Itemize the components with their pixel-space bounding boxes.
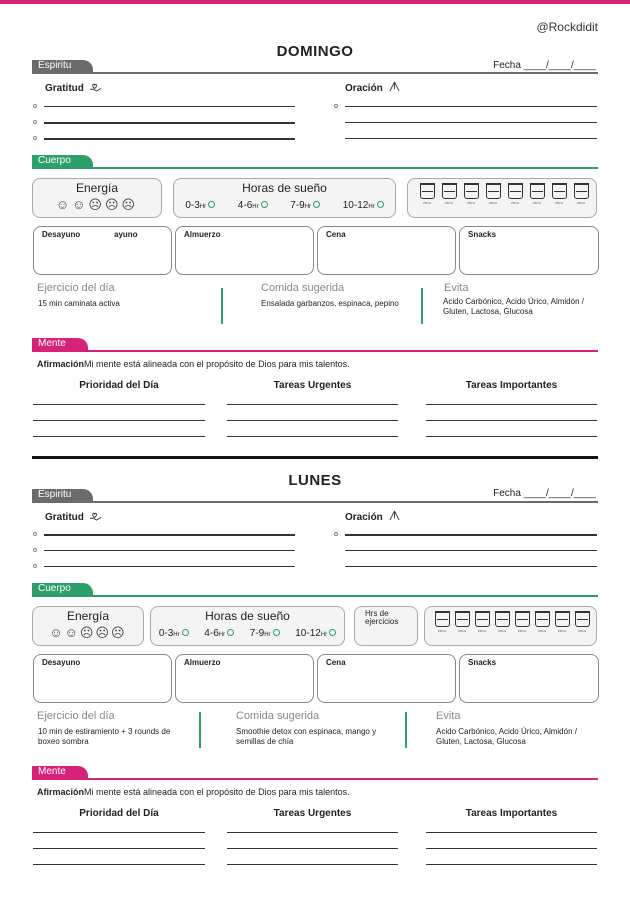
water-glass-icon[interactable]	[474, 611, 490, 633]
water-glass-icon[interactable]	[494, 611, 510, 633]
meal-label: Cena	[326, 230, 346, 239]
water-glass-icon[interactable]	[534, 611, 550, 633]
urgentes-heading: Tareas Urgentes	[273, 808, 352, 819]
glass-ml: 250ml	[437, 629, 447, 633]
horas-sueno-box	[150, 606, 345, 646]
energia-box	[32, 178, 162, 218]
evita-text: Acido Carbónico, Acido Úrico, Almidón / Gluten, Lactosa, Glucosa	[443, 297, 584, 316]
water-glass-icon[interactable]	[463, 183, 479, 205]
water-glass-icon[interactable]	[551, 183, 567, 205]
oracion-line-3[interactable]	[345, 138, 597, 139]
sleep-option-7-9[interactable]	[250, 628, 280, 639]
gratitud-bullet-3	[33, 564, 37, 568]
sleep-unit: Hr	[320, 632, 328, 638]
gratitud-bullet-2	[33, 548, 37, 552]
glass-ml: 250ml	[537, 629, 547, 633]
horas-sueno-title: Horas de sueño	[242, 181, 327, 195]
section-tab-cuerpo: Cuerpo	[32, 583, 93, 595]
prioridad-line[interactable]	[33, 832, 205, 833]
oracion-bullet-1	[334, 532, 338, 536]
evita-heading: Evita	[436, 710, 461, 722]
importantes-line[interactable]	[426, 848, 597, 849]
prioridad-heading: Prioridad del Día	[79, 380, 159, 391]
sleep-option-label: 7-9	[290, 200, 305, 211]
radio-circle-icon	[182, 629, 189, 636]
meal-desayuno[interactable]	[33, 226, 172, 275]
energia-box	[32, 606, 144, 646]
horas-sueno-title: Horas de sueño	[205, 609, 290, 623]
oracion-label	[345, 510, 401, 523]
gratitud-text: Gratitud	[45, 83, 84, 94]
section-line-cuerpo	[32, 167, 598, 169]
importantes-line[interactable]	[426, 864, 597, 865]
date-field[interactable]: Fecha ____/____/____	[493, 60, 596, 71]
meal-label: Cena	[326, 658, 346, 667]
sleep-unit: Hr	[368, 204, 375, 210]
day-title-lunes: LUNES	[288, 472, 342, 489]
comida-heading: Comida sugerida	[236, 710, 320, 722]
section-tab-espiritu: Espiritu	[32, 489, 93, 501]
water-glass-icon[interactable]	[529, 183, 545, 205]
heart-hand-icon	[89, 510, 102, 521]
sleep-unit: Hr	[252, 204, 259, 210]
sleep-option-label: 4-6	[204, 628, 219, 639]
gratitud-line-1[interactable]	[44, 106, 295, 107]
sleep-unit: Hr	[199, 204, 207, 210]
day-title-domingo: DOMINGO	[276, 43, 354, 60]
radio-circle-icon	[329, 629, 336, 636]
meal-label: Desayuno	[42, 230, 81, 239]
hrs-ejercicios-label: Hrs de ejercicios	[365, 609, 399, 626]
afirmacion-label: Afirmación	[37, 359, 85, 369]
section-line-espiritu	[32, 501, 598, 503]
water-glasses	[434, 611, 590, 633]
prioridad-line[interactable]	[33, 848, 205, 849]
glass-ml: 250ml	[422, 201, 432, 205]
water-glass-icon[interactable]	[574, 611, 590, 633]
glass-ml: 250ml	[488, 201, 498, 205]
radio-circle-icon	[227, 629, 234, 636]
section-tab-mente: Mente	[32, 766, 88, 778]
urgentes-line[interactable]	[227, 848, 398, 849]
oracion-text: Oración	[345, 83, 383, 94]
water-tracker-box	[424, 606, 597, 646]
gratitud-bullet-3	[33, 136, 37, 140]
author-handle: @Rockdidit	[536, 20, 598, 34]
energia-title: Energía	[75, 181, 119, 195]
meal-snacks[interactable]	[459, 226, 599, 275]
comida-text: Smoothie detox con espinaca, mango y semillas de chía	[236, 727, 377, 746]
gratitud-label	[45, 510, 102, 523]
importantes-line[interactable]	[426, 436, 597, 437]
meal-label: Almuerzo	[184, 658, 221, 667]
prioridad-line[interactable]	[33, 404, 205, 405]
column-divider	[199, 712, 201, 748]
gratitud-text: Gratitud	[45, 512, 84, 523]
gratitud-line-3[interactable]	[44, 566, 295, 567]
afirmacion	[37, 787, 350, 797]
gratitud-line-2[interactable]	[44, 550, 295, 551]
gratitud-line-1[interactable]	[44, 534, 295, 536]
afirmacion-text: Mi mente está alineada con el propósito de Dios para mis talentos.	[84, 787, 350, 797]
water-glass-icon[interactable]	[419, 183, 435, 205]
energia-title: Energía	[66, 609, 110, 623]
top-accent-bar	[0, 0, 630, 4]
importantes-line[interactable]	[426, 404, 597, 405]
glass-ml: 250ml	[576, 201, 586, 205]
prioridad-line[interactable]	[33, 436, 205, 437]
gratitud-bullet-1	[33, 532, 37, 536]
oracion-text: Oración	[345, 512, 383, 523]
sleep-option-label: 4-6	[237, 200, 253, 211]
water-tracker-box	[407, 178, 597, 218]
gratitud-bullet-2	[33, 120, 37, 124]
water-glasses	[419, 183, 589, 205]
sleep-unit: Hr	[304, 204, 312, 210]
gratitud-bullet-1	[33, 104, 37, 108]
meal-cena[interactable]	[317, 654, 456, 703]
prioridad-line[interactable]	[33, 420, 205, 421]
sleep-option-4-6[interactable]	[204, 628, 234, 639]
glass-ml: 250ml	[557, 629, 567, 633]
comida-text: Ensalada garbanzos, espinaca, pepino	[261, 299, 399, 308]
praying-hands-icon	[388, 510, 401, 521]
oracion-line-2[interactable]	[345, 122, 597, 123]
sleep-option-label: 7-9	[249, 628, 265, 639]
radio-circle-icon	[273, 629, 280, 636]
water-glass-icon[interactable]	[573, 183, 589, 205]
sleep-option-label: 10-12	[295, 628, 321, 639]
sleep-option-label: 0-3	[158, 628, 174, 639]
radio-circle-icon	[377, 201, 384, 208]
importantes-line[interactable]	[426, 832, 597, 833]
afirmacion-text: Mi mente está alineada con el propósito de Dios para mis talentos.	[84, 359, 350, 369]
glass-ml: 250ml	[532, 201, 542, 205]
sleep-option-10-12[interactable]	[295, 628, 336, 639]
oracion-line-1[interactable]	[345, 106, 597, 107]
sleep-unit: Hr	[218, 632, 226, 638]
ejercicio-text: 10 min de estiramiento + 3 rounds de boxeo sombra	[38, 727, 171, 746]
section-tab-cuerpo: Cuerpo	[32, 155, 93, 167]
column-divider	[221, 288, 223, 324]
gratitud-line-3[interactable]	[44, 138, 295, 140]
glass-ml: 250ml	[477, 629, 487, 633]
oracion-line-1[interactable]	[345, 534, 597, 536]
ejercicio-heading: Ejercicio del día	[37, 710, 115, 722]
urgentes-line[interactable]	[227, 832, 398, 833]
urgentes-line[interactable]	[227, 420, 398, 421]
water-glass-icon[interactable]	[434, 611, 450, 633]
gratitud-label	[45, 81, 102, 94]
importantes-line[interactable]	[426, 420, 597, 421]
meal-label: Desayuno	[42, 658, 81, 667]
meal-desayuno[interactable]	[33, 654, 172, 703]
prioridad-heading: Prioridad del Día	[79, 808, 159, 819]
heart-hand-icon	[89, 81, 102, 92]
sleep-option-label: 10-12	[342, 200, 369, 211]
afirmacion-label: Afirmación	[37, 787, 85, 797]
water-glass-icon[interactable]	[514, 611, 530, 633]
oracion-bullet-1	[334, 104, 338, 108]
oracion-label	[345, 81, 401, 94]
glass-ml: 250ml	[457, 629, 467, 633]
praying-hands-icon	[388, 81, 401, 92]
day-divider	[32, 456, 598, 459]
water-glass-icon[interactable]	[507, 183, 523, 205]
urgentes-line[interactable]	[227, 864, 398, 865]
radio-circle-icon	[261, 201, 268, 208]
sleep-unit: Hr	[264, 632, 271, 638]
ejercicio-heading: Ejercicio del día	[37, 282, 115, 294]
gratitud-line-2[interactable]	[44, 122, 295, 124]
hrs-ejercicios-box[interactable]	[354, 606, 418, 646]
water-glass-icon[interactable]	[554, 611, 570, 633]
sleep-unit: Hr	[173, 632, 180, 638]
section-line-espiritu	[32, 72, 598, 74]
meal-label: Snacks	[468, 658, 497, 667]
meal-almuerzo[interactable]	[175, 654, 314, 703]
meal-label: Snacks	[468, 230, 497, 239]
urgentes-line[interactable]	[227, 436, 398, 437]
evita-heading: Evita	[444, 282, 469, 294]
sleep-options	[174, 200, 395, 211]
urgentes-heading: Tareas Urgentes	[273, 380, 352, 391]
oracion-line-3[interactable]	[345, 566, 597, 567]
column-divider	[421, 288, 423, 324]
energy-faces-icon[interactable]: ☺☺☹☹☹	[49, 625, 127, 640]
radio-circle-icon	[313, 201, 320, 208]
meal-snacks[interactable]	[459, 654, 599, 703]
oracion-line-2[interactable]	[345, 550, 597, 551]
sleep-option-7-9[interactable]	[290, 200, 320, 211]
glass-ml: 250ml	[444, 201, 454, 205]
glass-ml: 250ml	[577, 629, 587, 633]
section-line-mente	[32, 350, 598, 352]
section-tab-espiritu: Espiritu	[32, 60, 93, 72]
sleep-option-0-3[interactable]	[185, 200, 215, 211]
glass-ml: 250ml	[517, 629, 527, 633]
sleep-option-label: 0-3	[185, 200, 200, 211]
comida-heading: Comida sugerida	[261, 282, 345, 294]
water-glass-icon[interactable]	[441, 183, 457, 205]
meal-almuerzo[interactable]	[175, 226, 314, 275]
importantes-heading: Tareas Importantes	[465, 380, 558, 391]
urgentes-line[interactable]	[227, 404, 398, 405]
column-divider	[405, 712, 407, 748]
radio-circle-icon	[208, 201, 215, 208]
prioridad-line[interactable]	[33, 864, 205, 865]
meal-note: ayuno	[114, 230, 138, 239]
ejercicio-text: 15 min caminata activa	[38, 299, 120, 308]
sleep-option-0-3[interactable]	[159, 628, 189, 639]
horas-sueno-box	[173, 178, 396, 218]
water-glass-icon[interactable]	[485, 183, 501, 205]
section-line-cuerpo	[32, 595, 598, 597]
sleep-option-4-6[interactable]	[238, 200, 268, 211]
date-field[interactable]: Fecha ____/____/____	[493, 488, 596, 499]
glass-ml: 250ml	[466, 201, 476, 205]
energy-faces-icon[interactable]: ☺☺☹☹☹	[55, 197, 139, 212]
afirmacion	[37, 359, 350, 369]
water-glass-icon[interactable]	[454, 611, 470, 633]
meal-cena[interactable]	[317, 226, 456, 275]
importantes-heading: Tareas Importantes	[465, 808, 558, 819]
meal-label: Almuerzo	[184, 230, 221, 239]
sleep-options	[151, 628, 344, 639]
sleep-option-10-12[interactable]	[343, 200, 384, 211]
section-tab-mente: Mente	[32, 338, 88, 350]
glass-ml: 250ml	[497, 629, 507, 633]
glass-ml: 250ml	[510, 201, 520, 205]
evita-text: Acido Carbónico, Acido Úrico, Almidón / Gluten, Lactosa, Glucosa	[436, 727, 577, 746]
section-line-mente	[32, 778, 598, 780]
glass-ml: 250ml	[554, 201, 564, 205]
